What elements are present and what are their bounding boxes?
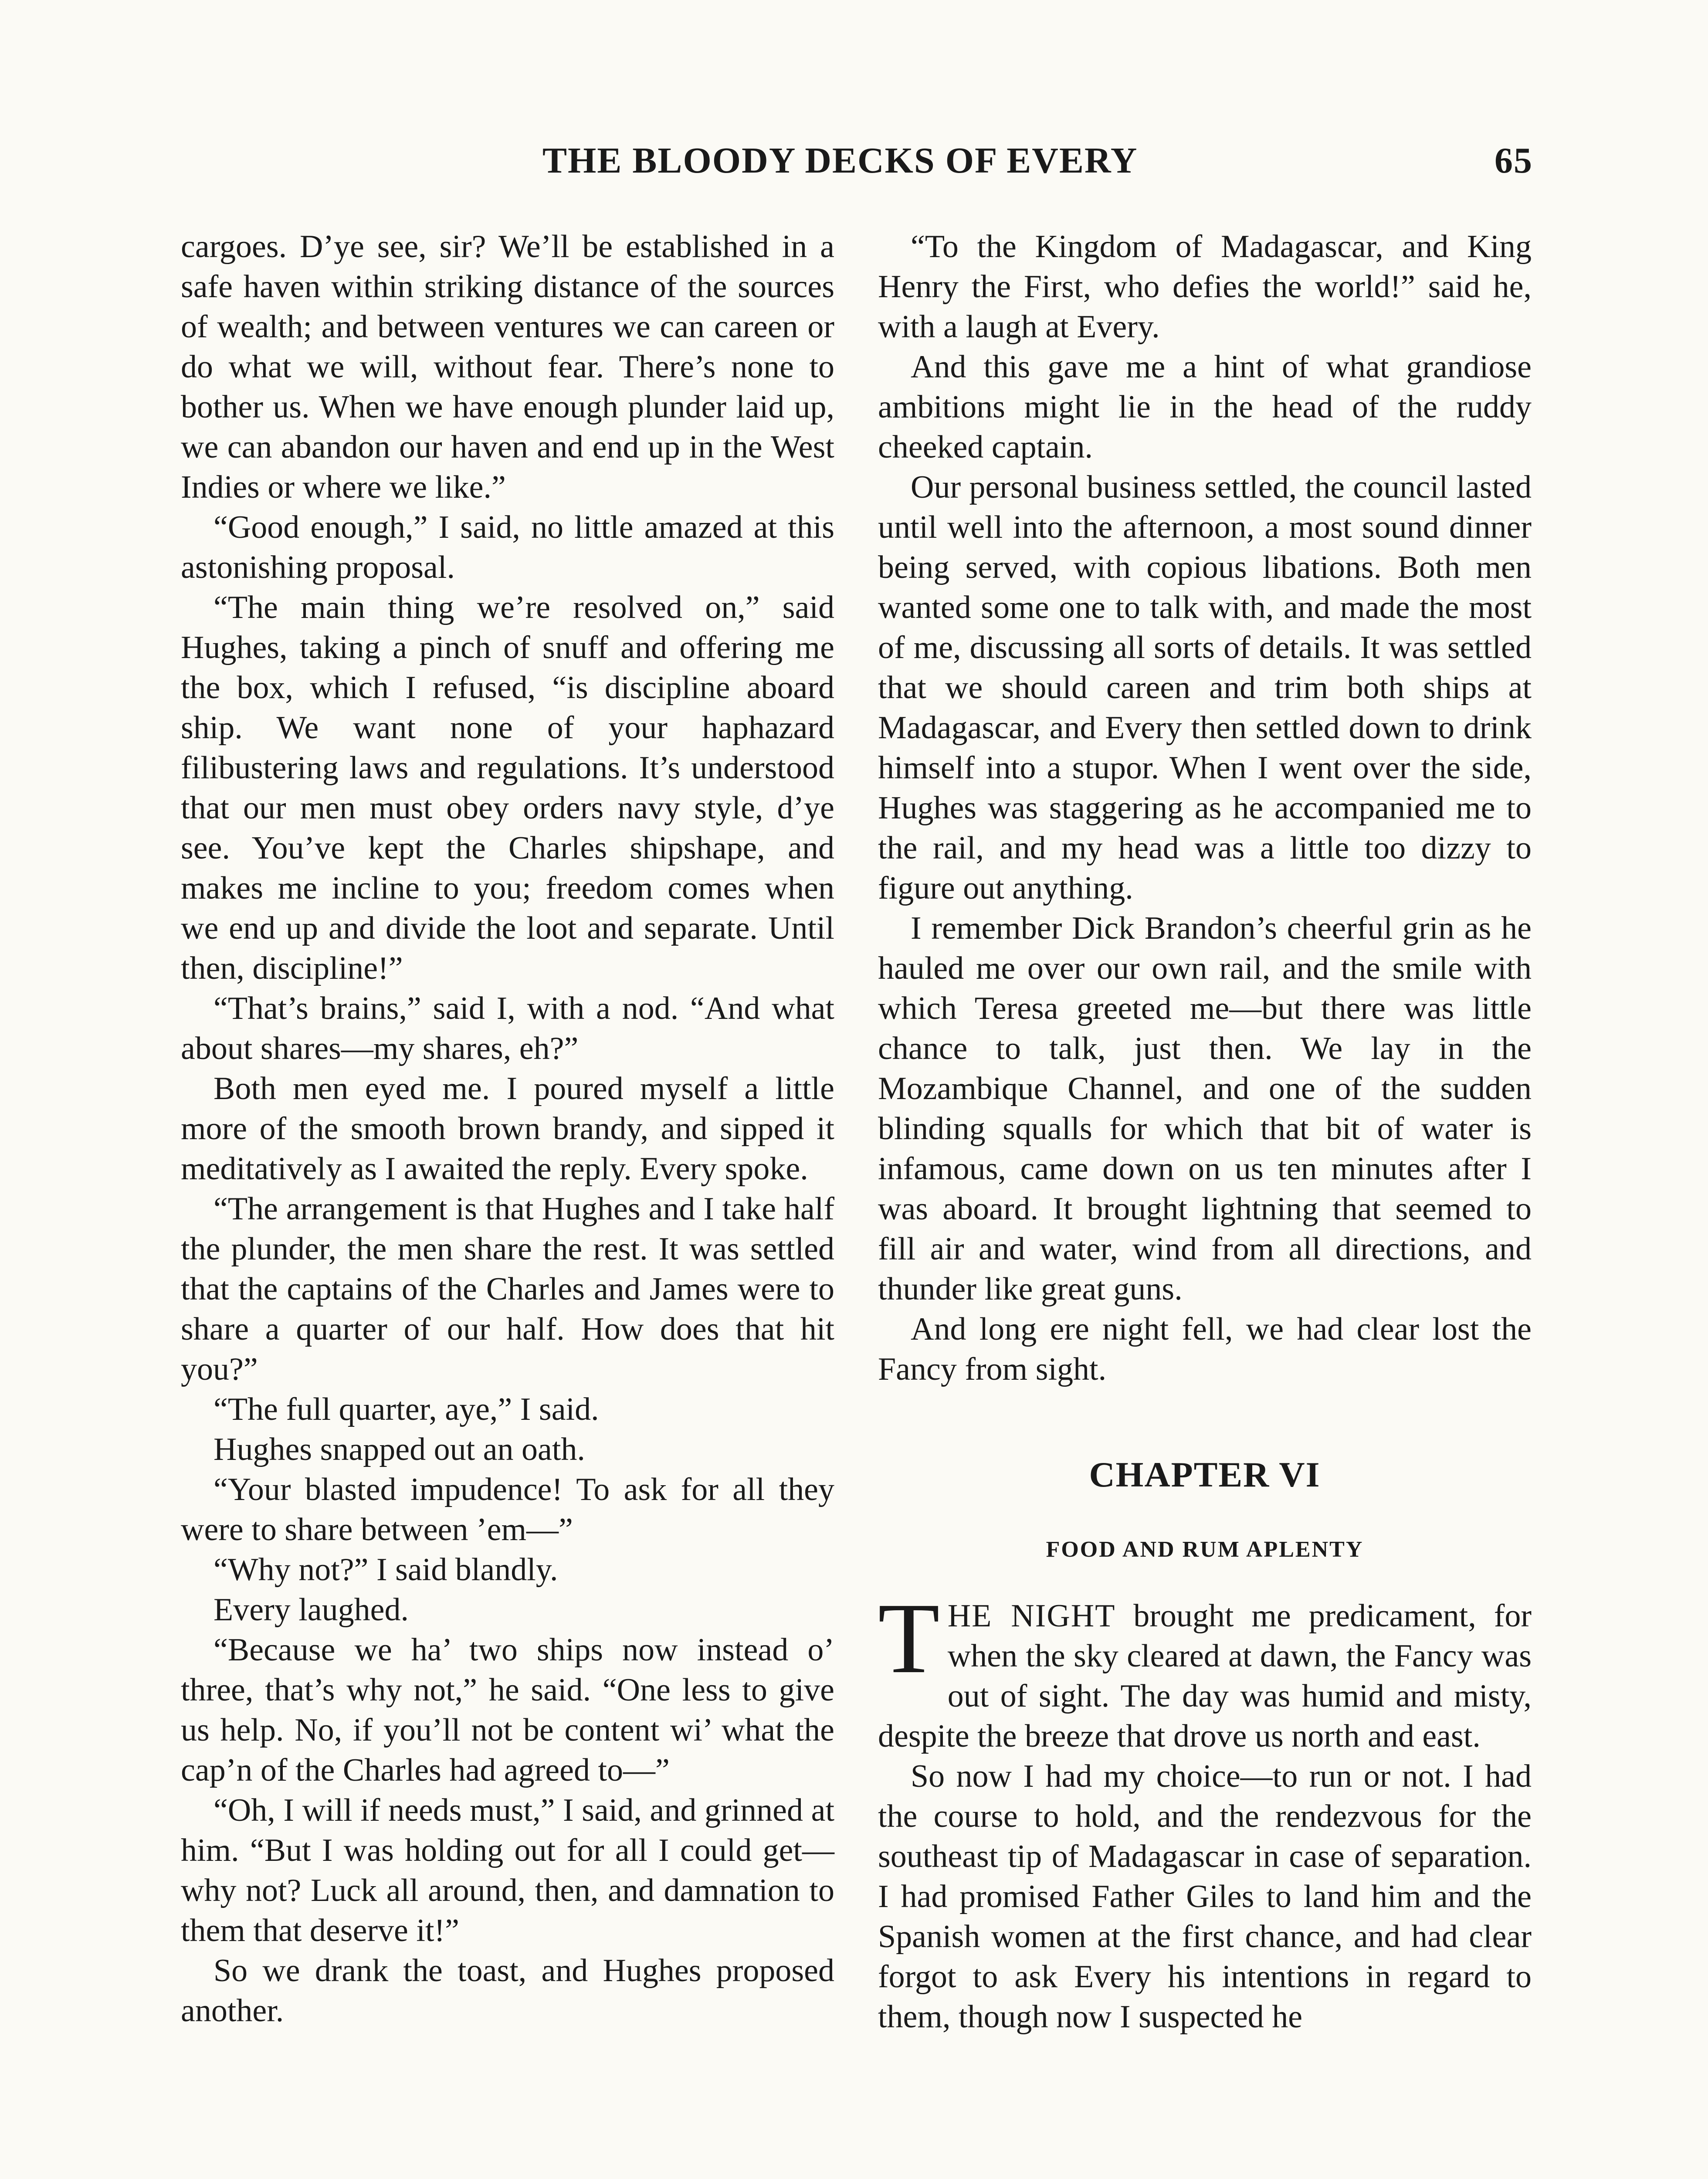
paragraph: “Why not?” I said blandly. — [214, 1552, 558, 1588]
paragraph: So now I had my choice—to run or not. I had the course to hold, and the rendezvous for the southeast tip of Madagascar in case of separation. I had promised Father Giles to land him and the Spanish women at the first chance, and had clear forgot to ask Every his intentions in regard to them, though now I suspected he — [878, 1758, 1532, 2035]
paragraph: Both men eyed me. I poured myself a little more of the smooth brown brandy, and sipped it meditatively as I awaited the reply. Every spoke. — [181, 1071, 834, 1187]
chapter-title: CHAPTER VI — [1089, 1455, 1321, 1494]
opening-rest: brought me predicament, for when the sky cleared at dawn, the Fancy was out of sight. The day was humid and misty, despite the breeze that drove us north and east. — [878, 1598, 1532, 1754]
paragraph: Every laughed. — [214, 1592, 409, 1628]
paragraph: “The main thing we’re resolved on,” said Hughes, taking a pinch of snuff and offering me the box, which I refused, “is discipline aboard ship. We want none of your haphazard filibustering laws and regulations. It’s understood that our men must obey orders navy style, d’ye see. You’ve kept the Charles shipshape, and makes me incline to you; freedom comes when we end up and divide the loot and separate. Until then, discipline!” — [181, 590, 834, 986]
paragraph: “To the Kingdom of Madagascar, and King Henry the First, who defies the world!” said he, with a laugh at Every. — [878, 229, 1532, 345]
right-column — [878, 227, 1532, 2037]
paragraph: “Good enough,” I said, no little amazed at this astonishing proposal. — [181, 509, 834, 585]
chapter-opening-paragraph — [878, 1582, 1532, 1756]
paragraph: I remember Dick Brandon’s cheerful grin as he hauled me over our own rail, and the smile with which Teresa greeted me—but there was little chance to talk, just then. We lay in the Mozambique Channel, and one of the sudden blinding squalls for which that bit of water is infamous, came down on us ten minutes after I was aboard. It brought lightning that seemed to fill air and water, wind from all directions, and thunder like great guns. — [878, 910, 1532, 1307]
paragraph: So we drank the toast, and Hughes proposed another. — [181, 1953, 834, 2029]
drop-cap: T — [878, 1582, 940, 1694]
paragraph: “Your blasted impudence! To ask for all they were to share between ’em—” — [181, 1472, 834, 1548]
paragraph: cargoes. D’ye see, sir? We’ll be established in a safe haven within striking distance of the sources of wealth; and between ventures we can careen or do what we will, without fear. There’s none to bother us. When we have enough plunder laid up, we can abandon our haven and end up in the West Indies or where we like.” — [181, 229, 834, 505]
chapter-subtitle: FOOD AND RUM APLENTY — [1046, 1537, 1364, 1562]
paragraph: “The arrangement is that Hughes and I take half the plunder, the men share the rest. It was settled that the captains of the Charles and James were to share a quarter of our half. How does that hit you?” — [181, 1191, 834, 1387]
paragraph: “That’s brains,” said I, with a nod. “And what about shares—my shares, eh?” — [181, 991, 834, 1066]
page-number: 65 — [1494, 140, 1533, 181]
paragraph: And long ere night fell, we had clear lost the Fancy from sight. — [878, 1311, 1532, 1387]
left-column — [181, 227, 834, 2031]
paragraph: Our personal business settled, the council lasted until well into the afternoon, a most sound dinner being served, with copious libations. Both men wanted some one to talk with, and made the most of me, discussing all sorts of details. It was settled that we should careen and trim both ships at Madagascar, and Every then settled down to drink himself into a stupor. When I went over the side, Hughes was staggering as he accompanied me to the rail, and my head was a little too dizzy to figure out anything. — [878, 469, 1532, 906]
paragraph: And this gave me a hint of what grandiose ambitions might lie in the head of the ruddy cheeked captain. — [878, 349, 1532, 465]
paragraph: Hughes snapped out an oath. — [214, 1432, 585, 1467]
opening-lead: HE NIGHT — [947, 1598, 1116, 1634]
paragraph: “Oh, I will if needs must,” I said, and grinned at him. “But I was holding out for all I could get—why not? Luck all around, then, and damnation to them that deserve it!” — [181, 1792, 834, 1948]
paragraph: “Because we ha’ two ships now instead o’ three, that’s why not,” he said. “One less to give us help. No, if you’ll not be content wi’ what the cap’n of the Charles had agreed to—” — [181, 1632, 834, 1788]
running-title: THE BLOODY DECKS OF EVERY — [542, 140, 1138, 181]
paragraph: “The full quarter, aye,” I said. — [214, 1392, 599, 1427]
